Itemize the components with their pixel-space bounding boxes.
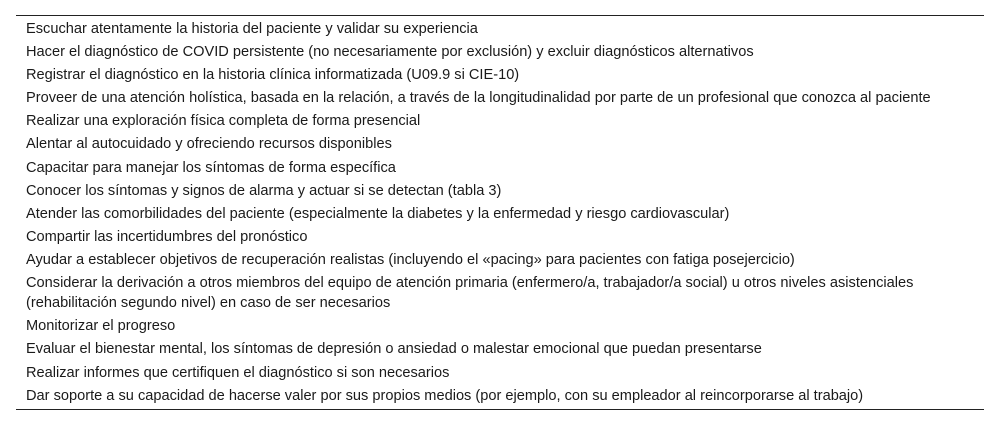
table-row: Conocer los síntomas y signos de alarma y actuar si se detectan (tabla 3) — [26, 182, 502, 199]
table-row: Registrar el diagnóstico en la historia clínica informatizada (U09.9 si CIE-10) — [26, 67, 520, 84]
table-row: Dar soporte a su capacidad de hacerse valer por sus propios medios (por ejemplo, con su empleador al reincorporarse al trabajo) — [26, 387, 864, 404]
table-row: Hacer el diagnóstico de COVID persistente (no necesariamente por exclusión) y excluir diagnósticos alternativos — [26, 44, 754, 61]
table-row: Considerar la derivación a otros miembros del equipo de atención primaria (enfermero/a, trabajador/a social) u otros niveles asistenciales (rehabilitación segundo nivel) en caso de ser necesarios — [26, 275, 914, 312]
table-row: Realizar una exploración física completa de forma presencial — [26, 113, 421, 130]
table-row: Monitorizar el progreso — [26, 318, 176, 335]
table-row: Ayudar a establecer objetivos de recuperación realistas (incluyendo el «pacing» para pacientes con fatiga posejercicio) — [26, 251, 795, 268]
table-row: Evaluar el bienestar mental, los síntomas de depresión o ansiedad o malestar emocional que puedan presentarse — [26, 341, 762, 358]
table-bottom-rule — [16, 409, 984, 410]
table-row: Proveer de una atención holística, basada en la relación, a través de la longitudinalidad por parte de un profesional que conozca al paciente — [26, 90, 931, 107]
table-row: Alentar al autocuidado y ofreciendo recursos disponibles — [26, 136, 392, 153]
table-row: Compartir las incertidumbres del pronóstico — [26, 228, 308, 245]
recommendations-table — [16, 15, 984, 410]
table-row: Escuchar atentamente la historia del paciente y validar su experiencia — [26, 21, 478, 37]
table-row: Atender las comorbilidades del paciente (especialmente la diabetes y la enfermedad y riesgo cardiovascular) — [26, 205, 730, 222]
table-row: Capacitar para manejar los síntomas de forma específica — [26, 159, 396, 176]
table-row: Realizar informes que certifiquen el diagnóstico si son necesarios — [26, 364, 450, 381]
table-body — [16, 16, 984, 409]
